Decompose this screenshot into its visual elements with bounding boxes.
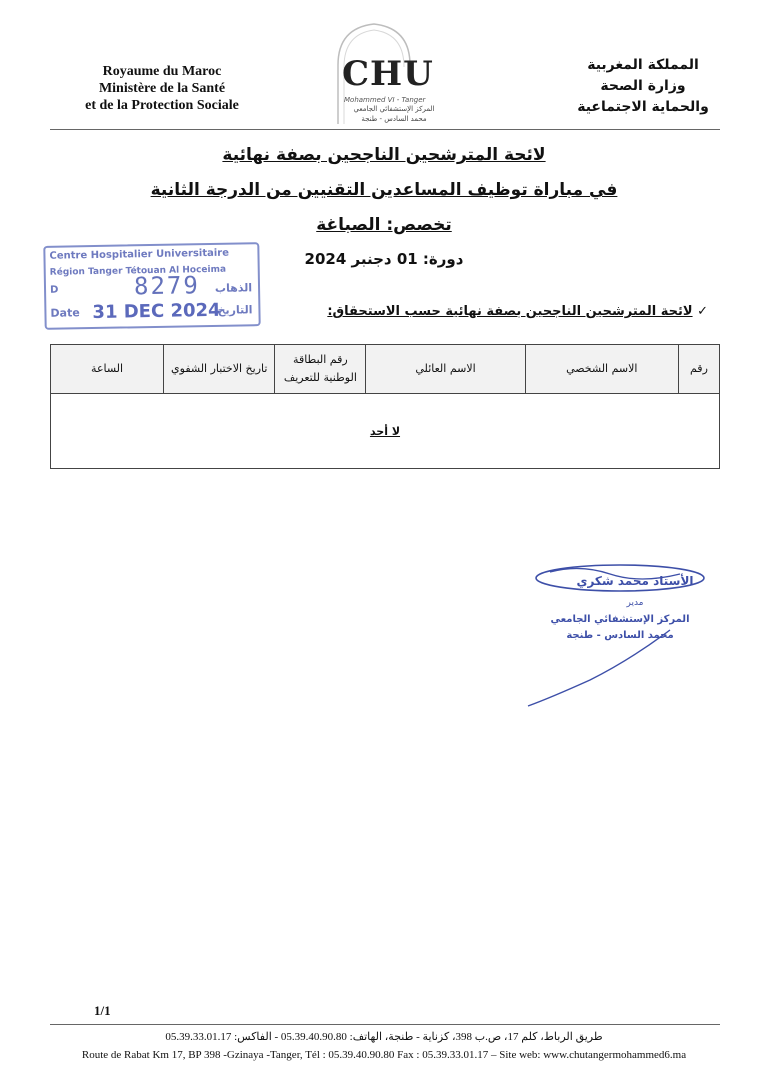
title-line-2: في مباراة توظيف المساعدين التقنيين من الدرجة الثانية (150, 180, 618, 200)
header-right-line-1: المملكة المغربية (587, 57, 699, 73)
ministry-french-block (78, 63, 246, 114)
page-number: 1/1 (94, 1003, 111, 1018)
stamp-arabic-1: الذهاب (214, 281, 253, 295)
footer-arabic: طريق الرباط، كلم 17، ص.ب 398، كزناية - طنجة، الهاتف: 05.39.40.90.80 - الفاكس: 05.39.33.01.17 (165, 1031, 603, 1043)
footer-french: Route de Rabat Km 17, BP 398 -Gzinaya -Tanger, Tél : 05.39.40.90.80 Fax : 05.39.33.01.17 – Site web: www.chutangermohammed6.ma (81, 1049, 687, 1061)
stamp-date-label: Date (50, 306, 80, 320)
header-left-line-2: Ministère de la Santé (98, 81, 226, 96)
header-oral-date: تاريخ الاختبار الشفوي (164, 345, 275, 394)
logo-text: CHU (342, 54, 434, 94)
stamp-number: 8279 (133, 271, 201, 301)
header-left-line-3: et de la Protection Sociale (85, 98, 239, 113)
stamp-date: 31 DEC 2024 (92, 299, 221, 324)
title-line-1: لائحة المترشحين الناجحين بصفة نهائية (222, 145, 546, 165)
reception-stamp (43, 242, 260, 330)
list-heading-text: لائحة المترشحين الناجحين بصفة نهائية حسب الاستحقاق: (327, 304, 693, 319)
stamp-line-2: Région Tanger Tétouan Al Hoceima (49, 264, 227, 278)
footer-divider (50, 1024, 720, 1025)
title-specialty: تخصص: الصباغة (316, 215, 452, 235)
header-first-name: الاسم الشخصي (525, 345, 678, 394)
chu-logo (330, 20, 440, 125)
stamp-line-1: Centre Hospitalier Universitaire (49, 247, 230, 262)
table-row (51, 394, 720, 469)
stamp-arabic-2: التاريخ (217, 303, 253, 317)
logo-arabic-2: محمد السادس - طنجة (361, 115, 427, 123)
header-right-line-3: والحماية الاجتماعية (577, 99, 709, 115)
no-results-cell (51, 394, 720, 469)
signature-name: الأستاذ محمد شكري (576, 574, 694, 588)
header-time: الساعة (51, 345, 164, 394)
header-cin: رقم البطاقة الوطنية للتعريف (275, 345, 366, 394)
no-results-text: لا أحد (369, 424, 401, 438)
signature-org-2: محمد السادس - طنجة (566, 630, 674, 641)
list-heading (300, 304, 708, 319)
director-signature (520, 560, 720, 710)
signature-role: مدير (626, 598, 644, 608)
table-header-row (51, 345, 720, 394)
logo-arabic-1: المركز الإستشفائي الجامعي (353, 105, 435, 113)
ministry-arabic-block (568, 55, 718, 118)
header-last-name: الاسم العائلي (366, 345, 525, 394)
header-right-line-2: وزارة الصحة (600, 78, 686, 94)
header-left-line-1: Royaume du Maroc (102, 64, 222, 79)
results-table (50, 344, 720, 469)
check-icon: ✓ (697, 304, 708, 319)
header-divider (50, 129, 720, 130)
session-date: دورة: 01 دجنبر 2024 (304, 250, 464, 268)
logo-subtitle: Mohammed VI - Tanger (344, 96, 426, 104)
header-number: رقم (678, 345, 719, 394)
signature-org-1: المركز الإستشفائي الجامعي (550, 614, 690, 625)
stamp-line-3: D (49, 284, 59, 296)
